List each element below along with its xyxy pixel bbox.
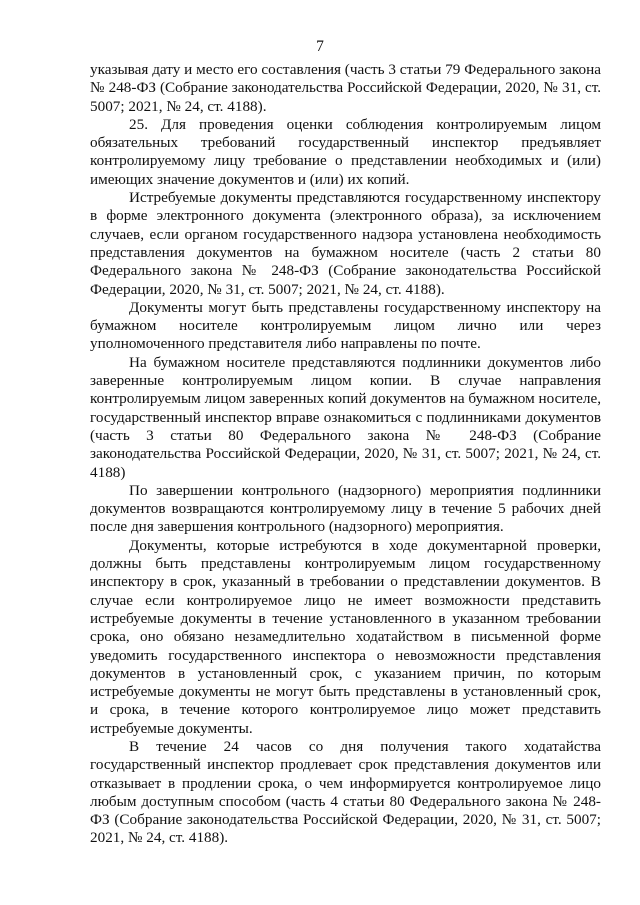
paragraph-extension: В течение 24 часов со дня получения такого ходатайства государственный инспектор продлевает срок представления документов или отказывает в продлении срока, о чем информируется контролируемое лицо любым доступным способом (часть 4 статьи 80 Федерального закона № 248-ФЗ (Собрание законодательства Российской Федерации, 2020, № 31, ст. 5007; 2021, № 24, ст. 4188). xyxy=(90,737,601,847)
paragraph-deadline: Документы, которые истребуются в ходе документарной проверки, должны быть представлены контролируемым лицом государственному инспектору в срок, указанный в требовании о представлении документов. В случае если контролируемое лицо не имеет возможности представить истребуемые документы в течение установленного в указанном требовании срока, оно обязано незамедлительно ходатайством в письменной форме уведомить государственного инспектора о невозможности представления документов в установленный срок, с указанием причин, по которым истребуемые документы не могут быть представлены в установленный срок, и срока, в течение которого контролируемое лицо может представить истребуемые документы. xyxy=(90,536,601,737)
paragraph-item-25: 25. Для проведения оценки соблюдения контролируемым лицом обязательных требований государственный инспектор предъявляет контролируемому лицу требование о представлении необходимых и (или) имеющих значение документов и (или) их копий. xyxy=(90,115,601,188)
paragraph-electronic-documents: Истребуемые документы представляются государственному инспектору в форме электронного документа (электронного образа), за исключением случаев, если органом государственного надзора установлена необходимость представления документов на бумажном носителе (часть 2 статьи 80 Федерального закона № 248-ФЗ (Собрание законодательства Российской Федерации, 2020, № 31, ст. 5007; 2021, № 24, ст. 4188). xyxy=(90,189,601,298)
page-number: 7 xyxy=(316,38,324,55)
paragraph-originals-copies: На бумажном носителе представляются подлинники документов либо заверенные контролируемым лицом копии. В случае направления контролируемым лицом заверенных копий документов на бумажном носителе, государственный инспектор вправе ознакомиться с подлинниками документов (часть 3 статьи 80 Федерального закона № 248-ФЗ (Собрание законодательства Российской Федерации, 2020, № 31, ст. 5007; 2021, № 24, ст. 4188) xyxy=(90,353,601,481)
document-body xyxy=(90,61,601,848)
paragraph-continuation: указывая дату и место его составления (часть 3 статьи 79 Федерального закона № 248-ФЗ (Собрание законодательства Российской Федерации, 2020, № 31, ст. 5007; 2021, № 24, ст. 4188). xyxy=(90,61,601,115)
paragraph-return-originals: По завершении контрольного (надзорного) мероприятия подлинники документов возвращаются контролируемому лицу в течение 5 рабочих дней после дня завершения контрольного (надзорного) мероприятия. xyxy=(90,481,601,536)
paragraph-paper-submission: Документы могут быть представлены государственному инспектору на бумажном носителе контролируемым лицом лично или через уполномоченного представителя либо направлены по почте. xyxy=(90,298,601,353)
